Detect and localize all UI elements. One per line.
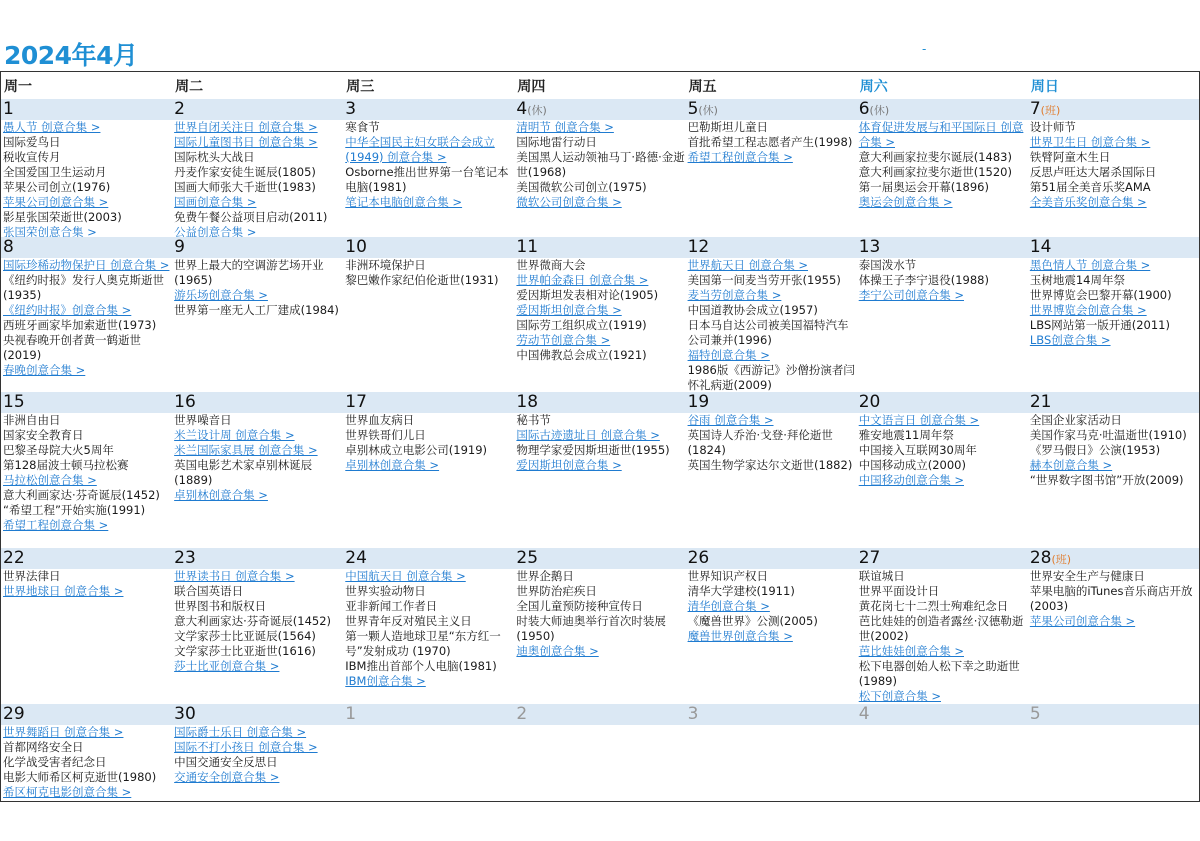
day-number-text: 1 bbox=[345, 704, 357, 724]
creative-collection-link[interactable]: 国际古迹遗址日 创意合集 > bbox=[516, 428, 660, 442]
day-cell bbox=[343, 392, 514, 548]
event-text: 电影大师希区柯克逝世(1980) bbox=[3, 770, 157, 784]
day-cell bbox=[172, 392, 343, 548]
creative-collection-link[interactable]: LBS创意合集 > bbox=[1029, 333, 1111, 347]
day-number bbox=[3, 548, 172, 569]
event-text: 爱因斯坦发表相对论(1905) bbox=[516, 288, 659, 302]
day-number bbox=[345, 704, 514, 725]
creative-collection-link[interactable]: 国画创意合集 > bbox=[174, 195, 257, 209]
event-text: 影星张国荣逝世(2003) bbox=[3, 210, 122, 224]
creative-collection-link[interactable]: 中文语言日 创意合集 > bbox=[858, 413, 980, 427]
day-number-text: 19 bbox=[687, 392, 710, 412]
day-number-text: 20 bbox=[858, 392, 881, 412]
day-cell bbox=[172, 99, 343, 237]
holiday-tag: (休) bbox=[527, 104, 547, 117]
event-text: 中国佛教总会成立(1921) bbox=[516, 348, 647, 362]
creative-collection-link[interactable]: 中国航天日 创意合集 > bbox=[345, 569, 466, 583]
event-text: 国际枕头大战日 bbox=[174, 150, 255, 164]
event-text: 全国爱国卫生运动月 bbox=[3, 165, 107, 179]
event-text: 世界防治疟疾日 bbox=[516, 584, 597, 598]
day-number-text: 24 bbox=[345, 548, 367, 568]
creative-collection-link[interactable]: 全美音乐奖创意合集 > bbox=[1029, 195, 1147, 209]
event-text: “世界数字图书馆”开放(2009) bbox=[1029, 473, 1184, 487]
creative-collection-link[interactable]: 世界读书日 创意合集 > bbox=[174, 569, 295, 583]
day-cell bbox=[172, 237, 343, 392]
day-cell bbox=[857, 99, 1028, 237]
day-number-text: 16 bbox=[174, 392, 196, 412]
day-number bbox=[1030, 99, 1199, 120]
creative-collection-link[interactable]: 国际不打小孩日 创意合集 > bbox=[174, 740, 318, 754]
event-text: 税收宣传月 bbox=[3, 150, 61, 164]
day-number bbox=[3, 704, 172, 725]
event-text: 反思卢旺达大屠杀国际日 bbox=[1029, 165, 1157, 179]
creative-collection-link[interactable]: 苹果公司创意合集 > bbox=[1029, 614, 1136, 628]
calendar-title: 2024年4月 bbox=[4, 41, 138, 70]
event-text: 非洲环境保护日 bbox=[345, 258, 426, 272]
creative-collection-link[interactable]: 张国荣创意合集 > bbox=[3, 225, 97, 237]
day-cell bbox=[686, 704, 857, 801]
day-number bbox=[516, 237, 685, 258]
day-number bbox=[688, 548, 857, 569]
event-text: 苹果公司创立(1976) bbox=[3, 180, 111, 194]
day-number bbox=[859, 237, 1028, 258]
event-text: 全国儿童预防接种宣传日 bbox=[516, 599, 643, 613]
event-text: 《罗马假日》公演(1953) bbox=[1029, 443, 1161, 457]
day-number-text: 5 bbox=[687, 99, 699, 119]
event-text: 世界博览会巴黎开幕(1900) bbox=[1029, 288, 1172, 302]
day-number-text: 12 bbox=[687, 237, 710, 257]
day-number bbox=[516, 548, 685, 569]
creative-collection-link[interactable]: 国际儿童图书日 创意合集 > bbox=[174, 135, 318, 149]
event-text: 铁臂阿童木生日 bbox=[1029, 150, 1111, 164]
event-text: 日本马自达公司被美国福特汽车公司兼并(1996) bbox=[687, 318, 849, 347]
creative-collection-link[interactable]: 游乐场创意合集 > bbox=[174, 288, 268, 302]
creative-collection-link[interactable]: 李宁公司创意合集 > bbox=[858, 288, 964, 302]
day-cell bbox=[1028, 237, 1199, 392]
day-number-text: 6 bbox=[858, 99, 870, 119]
creative-collection-link[interactable]: 麦当劳创意合集 > bbox=[687, 288, 782, 302]
event-text: 国际爱鸟日 bbox=[3, 135, 61, 149]
weekday-mon: 周一 bbox=[4, 79, 32, 95]
event-text: 苹果电脑的iTunes音乐商店开放 (2003) bbox=[1029, 584, 1193, 613]
creative-collection-link[interactable]: 爱因斯坦创意合集 > bbox=[516, 303, 622, 317]
day-number-text: 23 bbox=[174, 548, 196, 568]
creative-collection-link[interactable]: 微软公司创意合集 > bbox=[516, 195, 622, 209]
event-text: 雅安地震11周年祭 bbox=[858, 428, 954, 442]
day-cell bbox=[1, 548, 172, 704]
weekday-wed: 周三 bbox=[346, 79, 375, 95]
day-number bbox=[1030, 392, 1199, 413]
day-cell bbox=[172, 548, 343, 704]
day-cell bbox=[857, 704, 1028, 801]
event-text: 世界噪音日 bbox=[174, 413, 232, 427]
day-number bbox=[174, 704, 343, 725]
creative-collection-link[interactable]: 爱因斯坦创意合集 > bbox=[516, 458, 622, 472]
event-text: 泰国泼水节 bbox=[858, 258, 917, 272]
event-text: 中国交通安全反思日 bbox=[174, 755, 278, 769]
event-text: 世界平面设计日 bbox=[858, 584, 940, 598]
day-cell bbox=[857, 392, 1028, 548]
day-cell bbox=[686, 392, 857, 548]
event-text: 世界第一座无人工厂建成(1984) bbox=[174, 303, 339, 317]
day-cell bbox=[1, 392, 172, 548]
event-text: 西班牙画家毕加索逝世(1973) bbox=[3, 318, 157, 332]
day-number-text: 29 bbox=[3, 704, 25, 724]
day-cell bbox=[514, 392, 685, 548]
day-number bbox=[3, 392, 172, 413]
weekday-sat: 周六 bbox=[859, 79, 888, 95]
creative-collection-link[interactable]: 中国移动创意合集 > bbox=[858, 473, 964, 487]
day-number-text: 8 bbox=[3, 237, 14, 257]
event-text: 首都网络安全日 bbox=[3, 740, 84, 754]
day-cell bbox=[1, 99, 172, 237]
creative-collection-link[interactable]: 体育促进发展与和平国际日 创意合集 > bbox=[858, 120, 1024, 149]
creative-collection-link[interactable]: 交通安全创意合集 > bbox=[174, 770, 280, 784]
week-row bbox=[1, 392, 1199, 548]
day-cell bbox=[343, 704, 514, 801]
event-text: 世界法律日 bbox=[3, 569, 61, 583]
creative-collection-link[interactable]: 世界卫生日 创意合集 > bbox=[1029, 135, 1151, 149]
creative-collection-link[interactable]: 奥运会创意合集 > bbox=[858, 195, 953, 209]
creative-collection-link[interactable]: 劳动节创意合集 > bbox=[516, 333, 611, 347]
event-text: “希望工程”开始实施(1991) bbox=[3, 503, 146, 517]
day-number-text: 13 bbox=[858, 237, 881, 257]
creative-collection-link[interactable]: 世界舞蹈日 创意合集 > bbox=[3, 725, 124, 739]
day-cell bbox=[857, 548, 1028, 704]
event-text: 中国移动成立(2000) bbox=[858, 458, 966, 472]
day-number-text: 30 bbox=[174, 704, 196, 724]
event-text: 英国电影艺术家卓别林诞辰(1889) bbox=[174, 458, 313, 487]
creative-collection-link[interactable]: 愚人节 创意合集 > bbox=[3, 120, 101, 134]
event-text: 清华大学建校(1911) bbox=[687, 584, 795, 598]
event-text: 第一颗人造地球卫星“东方红一号”发射成功 (1970) bbox=[345, 629, 501, 658]
day-cell bbox=[343, 99, 514, 237]
day-number bbox=[1030, 548, 1199, 569]
event-text: 芭比娃娃的创造者露丝·汉德勒逝世(2002) bbox=[858, 614, 1024, 643]
holiday-tag: (休) bbox=[869, 104, 890, 117]
day-number-text: 4 bbox=[516, 99, 528, 119]
day-number-text: 28 bbox=[1029, 548, 1052, 568]
day-cell bbox=[1028, 392, 1199, 548]
day-number-text: 27 bbox=[858, 548, 881, 568]
event-text: 非洲自由日 bbox=[3, 413, 61, 427]
event-text: 世界知识产权日 bbox=[687, 569, 769, 583]
event-text: 意大利画家拉斐尔逝世(1520) bbox=[858, 165, 1012, 179]
creative-collection-link[interactable]: 清华创意合集 > bbox=[687, 599, 770, 613]
event-text: 丹麦作家安徒生诞辰(1805) bbox=[174, 165, 316, 179]
event-text: 国家安全教育日 bbox=[3, 428, 84, 442]
event-text: 巴黎圣母院大火5周年 bbox=[3, 443, 114, 457]
day-number bbox=[345, 392, 514, 413]
event-text: 黄花岗七十二烈士殉难纪念日 bbox=[858, 599, 1009, 613]
day-number bbox=[1030, 237, 1199, 258]
event-text: 全国企业家活动日 bbox=[1029, 413, 1122, 427]
event-text: 央视春晚开创者黄一鹤逝世(2019) bbox=[3, 333, 141, 362]
day-cell bbox=[1028, 704, 1199, 801]
creative-collection-link[interactable]: 国际珍稀动物保护日 创意合集 > bbox=[3, 258, 170, 272]
creative-collection-link[interactable]: 米兰国际家具展 创意合集 > bbox=[174, 443, 318, 457]
creative-collection-link[interactable]: 世界自闭关注日 创意合集 > bbox=[174, 120, 318, 134]
day-cell bbox=[1, 237, 172, 392]
event-text: 意大利画家达·芬奇诞辰(1452) bbox=[174, 614, 332, 628]
weekday-tue: 周二 bbox=[175, 79, 204, 95]
event-text: 第一届奥运会开幕(1896) bbox=[858, 180, 989, 194]
weekday-thu: 周四 bbox=[517, 79, 546, 95]
creative-collection-link[interactable]: 赫本创意合集 > bbox=[1029, 458, 1113, 472]
day-cell bbox=[514, 548, 685, 704]
creative-collection-link[interactable]: 芭比娃娃创意合集 > bbox=[858, 644, 964, 658]
day-number-text: 15 bbox=[3, 392, 25, 412]
day-cell bbox=[686, 548, 857, 704]
day-number bbox=[516, 392, 685, 413]
day-number-text: 22 bbox=[3, 548, 25, 568]
day-number-text: 3 bbox=[687, 704, 699, 724]
day-number-text: 4 bbox=[858, 704, 870, 724]
day-number bbox=[688, 99, 857, 120]
day-number bbox=[345, 548, 514, 569]
day-number-text: 1 bbox=[3, 99, 14, 119]
day-number bbox=[3, 99, 172, 120]
event-text: 美国作家马克·吐温逝世(1910) bbox=[1029, 428, 1187, 442]
event-text: 巴勒斯坦儿童日 bbox=[687, 120, 769, 134]
day-number-text: 14 bbox=[1029, 237, 1052, 257]
event-text: 文学家莎士比亚诞辰(1564) bbox=[174, 629, 316, 643]
creative-collection-link[interactable]: 希区柯克电影创意合集 > bbox=[3, 785, 132, 799]
creative-collection-link[interactable]: 希望工程创意合集 > bbox=[687, 150, 793, 164]
event-text: 寒食节 bbox=[345, 120, 380, 134]
day-cell bbox=[1028, 99, 1199, 237]
creative-collection-link[interactable]: 春晚创意合集 > bbox=[3, 363, 86, 377]
event-text: 黎巴嫩作家纪伯伦逝世(1931) bbox=[345, 273, 499, 287]
creative-collection-link[interactable]: 世界地球日 创意合集 > bbox=[3, 584, 124, 598]
day-number-text: 9 bbox=[174, 237, 185, 257]
day-cell bbox=[1, 704, 172, 801]
day-number-text: 18 bbox=[516, 392, 539, 412]
event-text: 中国接入互联网30周年 bbox=[858, 443, 977, 457]
day-cell bbox=[514, 99, 685, 237]
day-number-text: 2 bbox=[516, 704, 528, 724]
day-number-text: 10 bbox=[345, 237, 367, 257]
event-text: 免费午餐公益项目启动(2011) bbox=[174, 210, 328, 224]
day-number bbox=[345, 237, 514, 258]
day-cell bbox=[1028, 548, 1199, 704]
event-text: 世界上最大的空调游艺场开业(1965) bbox=[174, 258, 324, 287]
day-cell bbox=[343, 237, 514, 392]
event-text: 世界铁哥们儿日 bbox=[345, 428, 426, 442]
day-number bbox=[688, 392, 857, 413]
event-text: 联合国英语日 bbox=[174, 584, 244, 598]
event-text: 世界安全生产与健康日 bbox=[1029, 569, 1145, 583]
day-number-text: 25 bbox=[516, 548, 539, 568]
creative-collection-link[interactable]: 迪奥创意合集 > bbox=[516, 644, 599, 658]
creative-collection-link[interactable]: 世界航天日 创意合集 > bbox=[687, 258, 809, 272]
event-text: 设计师节 bbox=[1029, 120, 1076, 134]
day-number bbox=[516, 704, 685, 725]
week-row bbox=[1, 237, 1199, 392]
day-number bbox=[688, 704, 857, 725]
day-cell bbox=[686, 99, 857, 237]
day-cell bbox=[172, 704, 343, 801]
workday-tag: (班) bbox=[1040, 104, 1061, 117]
event-text: IBM推出首部个人电脑(1981) bbox=[345, 659, 497, 673]
event-text: 物理学家爱因斯坦逝世(1955) bbox=[516, 443, 670, 457]
day-number bbox=[859, 548, 1028, 569]
day-number bbox=[1030, 704, 1199, 725]
day-number bbox=[174, 392, 343, 413]
day-number bbox=[859, 99, 1028, 120]
event-text: 世界微商大会 bbox=[516, 258, 586, 272]
event-text: 国画大师张大千逝世(1983) bbox=[174, 180, 316, 194]
creative-collection-link[interactable]: 世界博览会创意合集 > bbox=[1029, 303, 1147, 317]
day-number-text: 3 bbox=[345, 99, 357, 119]
event-text: 英国诗人乔治·戈登·拜伦逝世(1824) bbox=[687, 428, 833, 457]
workday-tag: (班) bbox=[1051, 553, 1072, 566]
creative-collection-link[interactable]: 国际爵士乐日 创意合集 > bbox=[174, 725, 307, 739]
day-number-text: 11 bbox=[516, 237, 539, 257]
creative-collection-link[interactable]: 《纽约时报》创意合集 > bbox=[3, 303, 132, 317]
creative-collection-link[interactable]: 笔记本电脑创意合集 > bbox=[345, 195, 463, 209]
calendar-grid bbox=[0, 71, 1200, 802]
day-number bbox=[345, 99, 514, 120]
event-text: 玉树地震14周年祭 bbox=[1029, 273, 1125, 287]
event-text: 世界图书和版权日 bbox=[174, 599, 267, 613]
day-number bbox=[859, 704, 1028, 725]
day-number bbox=[516, 99, 685, 120]
week-row bbox=[1, 704, 1199, 801]
event-text: 世界实验动物日 bbox=[345, 584, 426, 598]
day-number-text: 2 bbox=[174, 99, 185, 119]
event-text: 英国生物学家达尔文逝世(1882) bbox=[687, 458, 853, 472]
creative-collection-link[interactable]: 福特创意合集 > bbox=[687, 348, 770, 362]
event-text: 《魔兽世界》公测(2005) bbox=[687, 614, 818, 628]
day-cell bbox=[343, 548, 514, 704]
creative-collection-link[interactable]: 卓别林创意合集 > bbox=[345, 458, 440, 472]
day-cell bbox=[514, 704, 685, 801]
event-text: 美国黑人运动领袖马丁·路德·金逝世(1968) bbox=[516, 150, 685, 179]
day-number-text: 7 bbox=[1029, 99, 1041, 119]
event-text: 松下电器创始人松下幸之助逝世(1989) bbox=[858, 659, 1020, 688]
event-text: Osborne推出世界第一台笔记本电脑(1981) bbox=[345, 165, 509, 194]
day-number bbox=[688, 237, 857, 258]
week-row bbox=[1, 99, 1199, 237]
day-number bbox=[174, 548, 343, 569]
event-text: 秘书节 bbox=[516, 413, 551, 427]
event-text: 世界血友病日 bbox=[345, 413, 415, 427]
creative-collection-link[interactable]: 公益创意合集 > bbox=[174, 225, 257, 237]
day-number-text: 17 bbox=[345, 392, 367, 412]
event-text: 体操王子李宁退役(1988) bbox=[858, 273, 989, 287]
creative-collection-link[interactable]: 中华全国民主妇女联合会成立(1949) 创意合集 > bbox=[345, 135, 495, 164]
event-text: 时装大师迪奥举行首次时装展(1950) bbox=[516, 614, 666, 643]
event-text: 首批希望工程志愿者产生(1998) bbox=[687, 135, 853, 149]
creative-collection-link[interactable]: 世界帕金森日 创意合集 > bbox=[516, 273, 649, 287]
event-text: 美国第一间麦当劳开张(1955) bbox=[687, 273, 841, 287]
day-number bbox=[174, 237, 343, 258]
day-cell bbox=[686, 237, 857, 392]
creative-collection-link[interactable]: 卓别林创意合集 > bbox=[174, 488, 268, 502]
event-text: 国际劳工组织成立(1919) bbox=[516, 318, 647, 332]
creative-collection-link[interactable]: 米兰设计周 创意合集 > bbox=[174, 428, 295, 442]
creative-collection-link[interactable]: 魔兽世界创意合集 > bbox=[687, 629, 793, 643]
event-text: 《纽约时报》发行人奥克斯逝世(1935) bbox=[3, 273, 164, 302]
creative-collection-link[interactable]: 苹果公司创意合集 > bbox=[3, 195, 109, 209]
creative-collection-link[interactable]: 松下创意合集 > bbox=[858, 689, 941, 703]
day-number bbox=[174, 99, 343, 120]
holiday-tag: (休) bbox=[698, 104, 718, 117]
event-text: 世界企鹅日 bbox=[516, 569, 574, 583]
event-text: 第128届波士顿马拉松赛 bbox=[3, 458, 129, 472]
event-text: 意大利画家拉斐尔诞辰(1483) bbox=[858, 150, 1012, 164]
week-row bbox=[1, 548, 1199, 704]
day-number-text: 5 bbox=[1029, 704, 1041, 724]
creative-collection-link[interactable]: IBM创意合集 > bbox=[345, 674, 426, 688]
day-number bbox=[3, 237, 172, 258]
event-text: 1986版《西游记》沙僧扮演者闫怀礼病逝(2009) bbox=[687, 363, 855, 392]
day-number-text: 21 bbox=[1029, 392, 1052, 412]
event-text: 第51届全美音乐奖AMA bbox=[1029, 180, 1151, 194]
creative-collection-link[interactable]: 莎士比亚创意合集 > bbox=[174, 659, 280, 673]
creative-collection-link[interactable]: 黑色情人节 创意合集 > bbox=[1029, 258, 1151, 272]
day-number-text: 26 bbox=[687, 548, 710, 568]
creative-collection-link[interactable]: 马拉松创意合集 > bbox=[3, 473, 97, 487]
event-text: 化学战受害者纪念日 bbox=[3, 755, 107, 769]
event-text: 意大利画家达·芬奇诞辰(1452) bbox=[3, 488, 160, 502]
event-text: 世界青年反对殖民主义日 bbox=[345, 614, 472, 628]
header-dash: - bbox=[922, 42, 927, 56]
creative-collection-link[interactable]: 清明节 创意合集 > bbox=[516, 120, 614, 134]
event-text: 中国道教协会成立(1957) bbox=[687, 303, 818, 317]
weekday-fri: 周五 bbox=[688, 79, 717, 95]
day-cell bbox=[857, 237, 1028, 392]
event-text: 文学家莎士比亚逝世(1616) bbox=[174, 644, 316, 658]
creative-collection-link[interactable]: 谷雨 创意合集 > bbox=[687, 413, 774, 427]
event-text: LBS网站第一版开通(2011) bbox=[1029, 318, 1170, 332]
day-cell bbox=[514, 237, 685, 392]
weekday-header bbox=[1, 72, 1199, 97]
weekday-sun: 周日 bbox=[1030, 79, 1059, 95]
event-text: 联谊城日 bbox=[858, 569, 905, 583]
day-number bbox=[859, 392, 1028, 413]
event-text: 国际地雷行动日 bbox=[516, 135, 597, 149]
event-text: 亚非新闻工作者日 bbox=[345, 599, 438, 613]
event-text: 美国微软公司创立(1975) bbox=[516, 180, 647, 194]
event-text: 卓别林成立电影公司(1919) bbox=[345, 443, 488, 457]
creative-collection-link[interactable]: 希望工程创意合集 > bbox=[3, 518, 109, 532]
